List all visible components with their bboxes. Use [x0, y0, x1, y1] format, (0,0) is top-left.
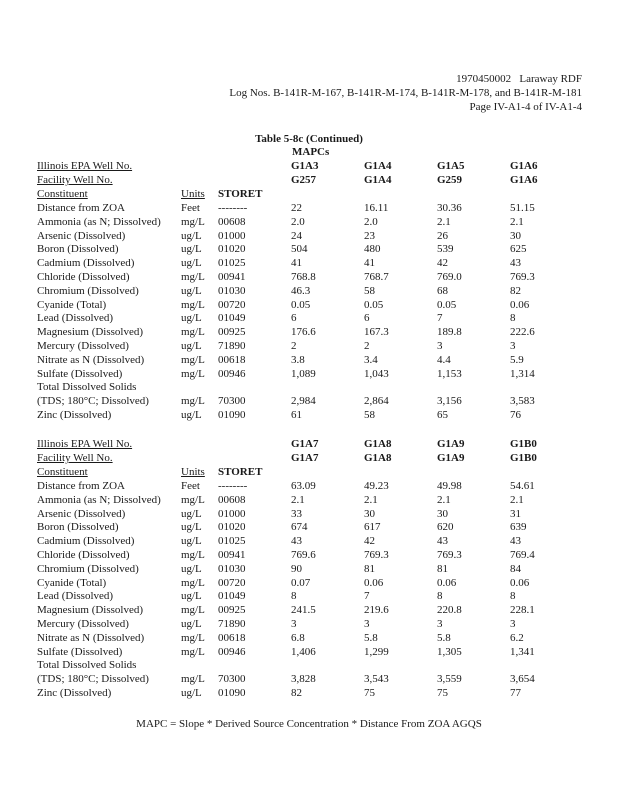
table-row [0, 284, 618, 298]
mapc-value: 42 [364, 535, 375, 547]
epa-well-row [0, 159, 618, 173]
mapc-value: 2.1 [437, 494, 451, 506]
mapc-value: 81 [437, 563, 448, 575]
constituent-name: Nitrate as N (Dissolved) [37, 632, 145, 644]
mapc-value: 51.15 [510, 202, 535, 214]
storet-code: 00946 [218, 646, 246, 658]
mapc-value: 75 [364, 687, 375, 699]
unit-value: mg/L [181, 577, 205, 589]
mapc-value: 43 [291, 535, 302, 547]
storet-header: STORET [218, 188, 263, 200]
table-row [0, 353, 618, 367]
facility-well-id: G1A8 [364, 452, 392, 464]
epa-well-id: G1A9 [437, 438, 465, 450]
mapc-value: 167.3 [364, 326, 389, 338]
epa-well-id: G1A8 [364, 438, 392, 450]
mapc-value: 0.06 [510, 577, 530, 589]
constituent-name: Sulfate (Dissolved) [37, 368, 123, 380]
mapc-value: 81 [364, 563, 375, 575]
mapc-value: 43 [510, 257, 521, 269]
facility-well-label: Facility Well No. [37, 452, 113, 464]
table-row [0, 215, 618, 229]
storet-code: 01000 [218, 230, 246, 242]
unit-value: Feet [181, 480, 200, 492]
mapc-value: 228.1 [510, 604, 535, 616]
storet-code: 00608 [218, 216, 246, 228]
mapc-value: 3.4 [364, 354, 378, 366]
table-row [0, 672, 618, 686]
storet-code: 00720 [218, 577, 246, 589]
mapc-value: 46.3 [291, 285, 311, 297]
unit-value: mg/L [181, 271, 205, 283]
unit-value: mg/L [181, 646, 205, 658]
mapc-value: 77 [510, 687, 521, 699]
table-row [0, 408, 618, 422]
facility-well-id: G1A9 [437, 452, 465, 464]
constituent-name: Magnesium (Dissolved) [37, 604, 144, 616]
storet-code: 00941 [218, 549, 246, 561]
mapc-value: 2 [364, 340, 370, 352]
constituent-name: Nitrate as N (Dissolved) [37, 354, 145, 366]
facility-well-id: G1A4 [364, 174, 392, 186]
constituent-name: Magnesium (Dissolved) [37, 326, 144, 338]
table-row [0, 367, 618, 381]
constituent-name: Arsenic (Dissolved) [37, 508, 126, 520]
mapc-value: 26 [437, 230, 448, 242]
mapc-value: 3 [510, 340, 516, 352]
mapc-value: 84 [510, 563, 521, 575]
doc-id: 1970450002 [456, 73, 512, 85]
mapc-value: 8 [510, 312, 516, 324]
mapc-value: 58 [364, 285, 375, 297]
constituent-header: Constituent [37, 466, 88, 478]
storet-code: 00946 [218, 368, 246, 380]
mapc-value: 6 [291, 312, 297, 324]
table-row [0, 380, 618, 394]
table-row [0, 534, 618, 548]
mapc-value: 2.1 [364, 494, 378, 506]
facility-well-id: G1B0 [510, 452, 537, 464]
table-row [0, 562, 618, 576]
mapc-value: 1,089 [291, 368, 316, 380]
facility-well-label: Facility Well No. [37, 174, 113, 186]
mapc-value: 5.9 [510, 354, 524, 366]
mapc-value: 3,559 [437, 673, 462, 685]
unit-value: mg/L [181, 494, 205, 506]
mapc-value: 769.6 [291, 549, 316, 561]
mapc-value: 49.23 [364, 480, 389, 492]
unit-value: ug/L [181, 409, 202, 421]
constituent-name: Mercury (Dissolved) [37, 340, 129, 352]
mapc-value: 539 [437, 243, 454, 255]
mapc-value: 30.36 [437, 202, 462, 214]
mapc-value: 43 [437, 535, 448, 547]
unit-value: ug/L [181, 535, 202, 547]
unit-value: ug/L [181, 521, 202, 533]
column-header-row [0, 465, 618, 479]
mapc-value: 1,406 [291, 646, 316, 658]
constituent-name: Sulfate (Dissolved) [37, 646, 123, 658]
facility-well-id: G259 [437, 174, 463, 186]
facility-well-row [0, 451, 618, 465]
mapc-value: 31 [510, 508, 521, 520]
constituent-name: Zinc (Dissolved) [37, 687, 112, 699]
mapc-value: 41 [291, 257, 302, 269]
mapc-value: 222.6 [510, 326, 535, 338]
mapc-value: 7 [437, 312, 443, 324]
storet-code: 00618 [218, 632, 246, 644]
table-row [0, 548, 618, 562]
mapc-value: 620 [437, 521, 454, 533]
mapc-value: 22 [291, 202, 302, 214]
unit-value: ug/L [181, 243, 202, 255]
document-header [229, 72, 582, 114]
constituent-name: Cyanide (Total) [37, 299, 107, 311]
mapc-value: 82 [291, 687, 302, 699]
unit-value: mg/L [181, 354, 205, 366]
mapc-value: 3 [437, 340, 443, 352]
mapc-value: 3.8 [291, 354, 305, 366]
table-row [0, 242, 618, 256]
storet-code: 00941 [218, 271, 246, 283]
mapc-value: 90 [291, 563, 302, 575]
mapc-value: 33 [291, 508, 302, 520]
storet-code: 01090 [218, 409, 246, 421]
facility-well-row [0, 173, 618, 187]
mapc-value: 0.07 [291, 577, 311, 589]
constituent-name: Boron (Dissolved) [37, 521, 119, 533]
mapc-value: 6.2 [510, 632, 524, 644]
epa-well-label: Illinois EPA Well No. [37, 160, 133, 172]
mapc-value: 43 [510, 535, 521, 547]
mapc-value: 68 [437, 285, 448, 297]
table-row [0, 603, 618, 617]
mapc-value: 3 [437, 618, 443, 630]
mapc-value: 176.6 [291, 326, 316, 338]
unit-value: ug/L [181, 230, 202, 242]
mapc-value: 8 [510, 590, 516, 602]
mapc-value: 639 [510, 521, 527, 533]
facility-well-id: G257 [291, 174, 317, 186]
mapc-value: 617 [364, 521, 381, 533]
mapc-value: 82 [510, 285, 521, 297]
storet-code: 70300 [218, 395, 246, 407]
mapc-value: 6 [364, 312, 370, 324]
mapc-value: 2.0 [291, 216, 305, 228]
constituent-name: Cadmium (Dissolved) [37, 535, 135, 547]
mapc-value: 3,543 [364, 673, 389, 685]
table-row [0, 311, 618, 325]
storet-code: 01025 [218, 535, 246, 547]
storet-code: 71890 [218, 340, 246, 352]
storet-code: 00618 [218, 354, 246, 366]
mapc-value: 769.0 [437, 271, 462, 283]
unit-value: ug/L [181, 687, 202, 699]
storet-code: 01000 [218, 508, 246, 520]
table-row [0, 479, 618, 493]
facility-well-id: G1A7 [291, 452, 319, 464]
mapc-value: 504 [291, 243, 308, 255]
mapc-value: 5.8 [437, 632, 451, 644]
constituent-name: Boron (Dissolved) [37, 243, 119, 255]
constituent-name: Total Dissolved Solids [37, 381, 137, 393]
unit-value: ug/L [181, 340, 202, 352]
mapc-value: 241.5 [291, 604, 316, 616]
constituent-name: Chromium (Dissolved) [37, 563, 139, 575]
mapc-value: 3 [291, 618, 297, 630]
epa-well-id: G1A4 [364, 160, 392, 172]
mapc-value: 768.8 [291, 271, 316, 283]
mapc-value: 768.7 [364, 271, 389, 283]
constituent-name: Ammonia (as N; Dissolved) [37, 216, 161, 228]
constituent-name: (TDS; 180°C; Dissolved) [37, 395, 149, 407]
mapc-value: 769.3 [437, 549, 462, 561]
mapc-value: 0.06 [510, 299, 530, 311]
unit-value: ug/L [181, 257, 202, 269]
table-row [0, 520, 618, 534]
mapc-value: 30 [364, 508, 375, 520]
constituent-name: Lead (Dissolved) [37, 312, 114, 324]
table-row [0, 576, 618, 590]
mapc-value: 3 [510, 618, 516, 630]
storet-code: 01020 [218, 521, 246, 533]
constituent-name: Ammonia (as N; Dissolved) [37, 494, 161, 506]
storet-code: 01049 [218, 590, 246, 602]
constituent-name: Zinc (Dissolved) [37, 409, 112, 421]
constituent-name: Chloride (Dissolved) [37, 549, 130, 561]
storet-code: -------- [218, 202, 248, 214]
table-title: Table 5-8c (Continued) [255, 133, 363, 145]
page-number: Page IV-A1-4 of IV-A1-4 [469, 101, 582, 113]
constituent-name: Chloride (Dissolved) [37, 271, 130, 283]
mapc-value: 5.8 [364, 632, 378, 644]
mapc-value: 2.1 [437, 216, 451, 228]
mapc-value: 3,583 [510, 395, 535, 407]
table-row [0, 229, 618, 243]
table-row [0, 270, 618, 284]
mapc-value: 3,654 [510, 673, 535, 685]
mapc-value: 0.05 [364, 299, 384, 311]
footer-note: MAPC = Slope * Derived Source Concentration * Distance From ZOA AGQS [136, 718, 482, 730]
mapc-value: 625 [510, 243, 527, 255]
unit-value: ug/L [181, 563, 202, 575]
table-row [0, 617, 618, 631]
mapc-value: 58 [364, 409, 375, 421]
mapc-value: 1,299 [364, 646, 389, 658]
table-row [0, 298, 618, 312]
constituent-name: Mercury (Dissolved) [37, 618, 129, 630]
mapc-value: 30 [437, 508, 448, 520]
mapc-value: 769.3 [364, 549, 389, 561]
storet-code: 71890 [218, 618, 246, 630]
unit-value: ug/L [181, 312, 202, 324]
mapc-value: 219.6 [364, 604, 389, 616]
unit-value: mg/L [181, 673, 205, 685]
mapc-value: 1,153 [437, 368, 462, 380]
mapc-value: 75 [437, 687, 448, 699]
mapc-value: 1,341 [510, 646, 535, 658]
facility-well-id: G1A6 [510, 174, 538, 186]
table-row [0, 645, 618, 659]
epa-well-row [0, 437, 618, 451]
table-row [0, 686, 618, 700]
mapc-value: 0.05 [291, 299, 311, 311]
storet-code: -------- [218, 480, 248, 492]
storet-code: 00925 [218, 326, 246, 338]
mapc-value: 2.1 [510, 494, 524, 506]
unit-value: mg/L [181, 368, 205, 380]
unit-value: mg/L [181, 604, 205, 616]
mapc-value: 0.05 [437, 299, 457, 311]
mapc-value: 65 [437, 409, 448, 421]
epa-well-id: G1B0 [510, 438, 537, 450]
constituent-name: Chromium (Dissolved) [37, 285, 139, 297]
storet-code: 01020 [218, 243, 246, 255]
table-row [0, 507, 618, 521]
table-row [0, 658, 618, 672]
mapc-value: 54.61 [510, 480, 535, 492]
constituent-name: Arsenic (Dissolved) [37, 230, 126, 242]
epa-well-id: G1A7 [291, 438, 319, 450]
mapc-value: 0.06 [437, 577, 457, 589]
storet-code: 01030 [218, 563, 246, 575]
mapc-value: 8 [291, 590, 297, 602]
units-header: Units [181, 188, 205, 200]
mapcs-label: MAPCs [292, 146, 330, 158]
table-row [0, 493, 618, 507]
constituent-name: (TDS; 180°C; Dissolved) [37, 673, 149, 685]
site-name: Laraway RDF [519, 73, 582, 85]
mapc-value: 1,314 [510, 368, 535, 380]
mapc-value: 76 [510, 409, 521, 421]
mapc-value: 2 [291, 340, 297, 352]
constituent-name: Distance from ZOA [37, 480, 125, 492]
constituent-name: Cyanide (Total) [37, 577, 107, 589]
mapc-value: 0.06 [364, 577, 384, 589]
mapc-value: 220.8 [437, 604, 462, 616]
storet-code: 01049 [218, 312, 246, 324]
doc-id-line [229, 72, 582, 86]
unit-value: mg/L [181, 632, 205, 644]
unit-value: ug/L [181, 590, 202, 602]
unit-value: Feet [181, 202, 200, 214]
mapc-value: 3,156 [437, 395, 462, 407]
mapc-value: 42 [437, 257, 448, 269]
mapc-value: 24 [291, 230, 302, 242]
constituent-name: Distance from ZOA [37, 202, 125, 214]
unit-value: mg/L [181, 299, 205, 311]
units-header: Units [181, 466, 205, 478]
mapc-value: 674 [291, 521, 308, 533]
storet-code: 01030 [218, 285, 246, 297]
mapc-value: 2,984 [291, 395, 316, 407]
constituent-name: Total Dissolved Solids [37, 659, 137, 671]
log-numbers: Log Nos. B-141R-M-167, B-141R-M-174, B-141R-M-178, and B-141R-M-181 [229, 87, 582, 99]
mapc-value: 1,043 [364, 368, 389, 380]
table-row [0, 256, 618, 270]
mapc-value: 4.4 [437, 354, 451, 366]
storet-code: 00925 [218, 604, 246, 616]
storet-code: 00608 [218, 494, 246, 506]
epa-well-label: Illinois EPA Well No. [37, 438, 133, 450]
mapc-value: 63.09 [291, 480, 316, 492]
storet-code: 00720 [218, 299, 246, 311]
mapc-value: 61 [291, 409, 302, 421]
mapc-value: 3 [364, 618, 370, 630]
table-row [0, 325, 618, 339]
mapc-value: 8 [437, 590, 443, 602]
mapc-value: 769.4 [510, 549, 535, 561]
mapc-value: 23 [364, 230, 375, 242]
mapc-value: 480 [364, 243, 381, 255]
mapc-value: 1,305 [437, 646, 462, 658]
mapc-value: 2.0 [364, 216, 378, 228]
table-row [0, 631, 618, 645]
unit-value: ug/L [181, 618, 202, 630]
unit-value: mg/L [181, 326, 205, 338]
mapc-value: 49.98 [437, 480, 462, 492]
unit-value: mg/L [181, 216, 205, 228]
mapc-value: 2.1 [291, 494, 305, 506]
mapc-value: 7 [364, 590, 370, 602]
column-header-row [0, 187, 618, 201]
table-row [0, 201, 618, 215]
storet-code: 01025 [218, 257, 246, 269]
storet-code: 70300 [218, 673, 246, 685]
mapc-value: 16.11 [364, 202, 389, 214]
storet-code: 01090 [218, 687, 246, 699]
epa-well-id: G1A3 [291, 160, 319, 172]
mapc-value: 41 [364, 257, 375, 269]
constituent-header: Constituent [37, 188, 88, 200]
constituent-name: Lead (Dissolved) [37, 590, 114, 602]
storet-header: STORET [218, 466, 263, 478]
mapc-value: 189.8 [437, 326, 462, 338]
unit-value: mg/L [181, 395, 205, 407]
unit-value: ug/L [181, 508, 202, 520]
mapc-value: 2.1 [510, 216, 524, 228]
unit-value: ug/L [181, 285, 202, 297]
table-row [0, 339, 618, 353]
epa-well-id: G1A5 [437, 160, 465, 172]
table-row [0, 589, 618, 603]
mapc-value: 30 [510, 230, 521, 242]
mapc-value: 6.8 [291, 632, 305, 644]
mapc-value: 2,864 [364, 395, 389, 407]
unit-value: mg/L [181, 549, 205, 561]
constituent-name: Cadmium (Dissolved) [37, 257, 135, 269]
table-row [0, 394, 618, 408]
mapc-value: 769.3 [510, 271, 535, 283]
epa-well-id: G1A6 [510, 160, 538, 172]
mapc-value: 3,828 [291, 673, 316, 685]
